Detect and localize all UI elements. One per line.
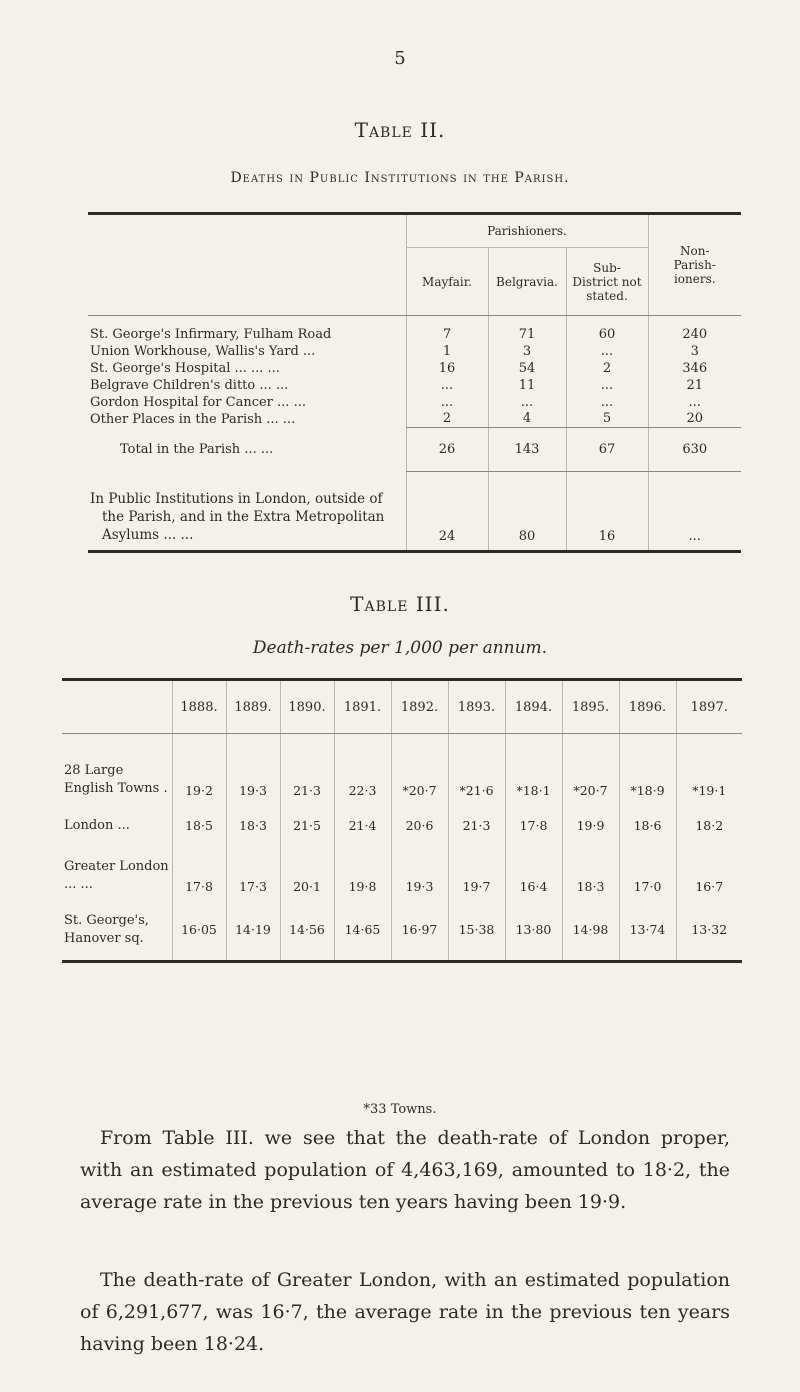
rate-cell: 19·8 xyxy=(334,848,391,900)
year-header: 1889. xyxy=(226,680,280,734)
rate-cell: 19·3 xyxy=(391,848,448,900)
row-label: 28 Large English Towns . xyxy=(64,762,168,796)
cell-subdistrict: ... xyxy=(566,343,648,360)
rate-cell: 13·80 xyxy=(505,900,562,962)
year-header: 1895. xyxy=(562,680,619,734)
table2-subtitle: Deaths in Public Institutions in the Parish. xyxy=(230,170,570,186)
table3-title: Table III. xyxy=(350,592,450,616)
table-row xyxy=(88,411,741,428)
cell-subdistrict: 67 xyxy=(566,428,648,472)
rate-cell: *20·7 xyxy=(562,744,619,804)
rate-cell: 17·0 xyxy=(619,848,676,900)
table3-footnote: *33 Towns. xyxy=(363,1102,437,1117)
rate-cell: 13·74 xyxy=(619,900,676,962)
rate-cell: 16·7 xyxy=(676,848,742,900)
cell-non-parishioners: ... xyxy=(648,472,741,552)
header-mayfair: Mayfair. xyxy=(406,248,488,316)
year-header: 1896. xyxy=(619,680,676,734)
paragraph-london: From Table III. we see that the death-rate of London proper, with an estimated population of 4,463,169, amounted to 18·2, the average rate in the previous ten years having been 19·9. xyxy=(80,1127,730,1213)
rate-cell: 18·6 xyxy=(619,804,676,848)
cell-mayfair: 16 xyxy=(406,360,488,377)
cell-mayfair: 1 xyxy=(406,343,488,360)
cell-mayfair: 2 xyxy=(406,411,488,428)
cell-non-parishioners: 3 xyxy=(648,343,741,360)
rate-cell: *20·7 xyxy=(391,744,448,804)
rate-cell: 19·7 xyxy=(448,848,505,900)
header-belgravia: Belgravia. xyxy=(488,248,566,316)
table-row xyxy=(88,326,741,343)
row-label: Union Workhouse, Wallis's Yard ... xyxy=(90,343,316,359)
table3 xyxy=(62,678,742,963)
row-label: Total in the Parish ... ... xyxy=(120,442,274,457)
rate-cell: *18·1 xyxy=(505,744,562,804)
table-row-total xyxy=(88,428,741,472)
cell-belgravia: 11 xyxy=(488,377,566,394)
table-row xyxy=(62,804,742,848)
rate-cell: 19·2 xyxy=(172,744,226,804)
table-row xyxy=(62,744,742,804)
cell-non-parishioners: 20 xyxy=(648,411,741,428)
year-header: 1891. xyxy=(334,680,391,734)
rate-cell: 16·4 xyxy=(505,848,562,900)
cell-belgravia: 71 xyxy=(488,326,566,343)
year-header: 1893. xyxy=(448,680,505,734)
cell-subdistrict: ... xyxy=(566,377,648,394)
rate-cell: 14·65 xyxy=(334,900,391,962)
row-label: In Public Institutions in London, outside of the Parish, and in the Extra Metropolitan Asylums ... ... xyxy=(90,491,385,543)
cell-mayfair: 26 xyxy=(406,428,488,472)
cell-belgravia: 143 xyxy=(488,428,566,472)
rate-cell: 17·3 xyxy=(226,848,280,900)
table-row xyxy=(88,394,741,411)
year-header: 1888. xyxy=(172,680,226,734)
paragraph-greater-london: The death-rate of Greater London, with an estimated population of 6,291,677, was 16·7, the average rate in the previous ten years having been 18·24. xyxy=(80,1269,730,1355)
rate-cell: *21·6 xyxy=(448,744,505,804)
rate-cell: 17·8 xyxy=(172,848,226,900)
rate-cell: 20·6 xyxy=(391,804,448,848)
rate-cell: 19·9 xyxy=(562,804,619,848)
year-header: 1892. xyxy=(391,680,448,734)
row-label: St. George's Infirmary, Fulham Road xyxy=(90,326,332,342)
year-header: 1894. xyxy=(505,680,562,734)
page-number: 5 xyxy=(394,48,406,69)
rate-cell: 18·5 xyxy=(172,804,226,848)
rate-cell: 21·4 xyxy=(334,804,391,848)
cell-belgravia: 4 xyxy=(488,411,566,428)
cell-mayfair: ... xyxy=(406,377,488,394)
cell-subdistrict: 60 xyxy=(566,326,648,343)
rate-cell: 16·97 xyxy=(391,900,448,962)
header-parishioners: Parishioners. xyxy=(406,214,648,248)
table-row xyxy=(88,360,741,377)
cell-belgravia: 54 xyxy=(488,360,566,377)
row-label: St. George's, Hanover sq. xyxy=(64,912,149,946)
year-header: 1890. xyxy=(280,680,334,734)
rate-cell: 18·3 xyxy=(562,848,619,900)
cell-mayfair: 24 xyxy=(406,472,488,552)
cell-non-parishioners: 630 xyxy=(648,428,741,472)
header-subdistrict: Sub-District not stated. xyxy=(566,248,648,316)
cell-subdistrict: 2 xyxy=(566,360,648,377)
rate-cell: 17·8 xyxy=(505,804,562,848)
row-label: Belgrave Children's ditto ... ... xyxy=(90,377,289,393)
rate-cell: 14·98 xyxy=(562,900,619,962)
cell-non-parishioners: ... xyxy=(648,394,741,411)
table2-title: Table II. xyxy=(354,118,446,142)
cell-mayfair: ... xyxy=(406,394,488,411)
cell-belgravia: 3 xyxy=(488,343,566,360)
rate-cell: *18·9 xyxy=(619,744,676,804)
rate-cell: 14·19 xyxy=(226,900,280,962)
rate-cell: 22·3 xyxy=(334,744,391,804)
cell-non-parishioners: 240 xyxy=(648,326,741,343)
cell-non-parishioners: 21 xyxy=(648,377,741,394)
row-label: Gordon Hospital for Cancer ... ... xyxy=(90,394,306,410)
cell-subdistrict: ... xyxy=(566,394,648,411)
row-label: St. George's Hospital ... ... ... xyxy=(90,360,280,376)
rate-cell: *19·1 xyxy=(676,744,742,804)
rate-cell: 20·1 xyxy=(280,848,334,900)
table2 xyxy=(88,212,741,553)
rate-cell: 14·56 xyxy=(280,900,334,962)
cell-subdistrict: 5 xyxy=(566,411,648,428)
cell-subdistrict: 16 xyxy=(566,472,648,552)
row-label: London ... xyxy=(64,817,130,833)
rate-cell: 16·05 xyxy=(172,900,226,962)
table-row xyxy=(62,848,742,900)
table-row xyxy=(88,377,741,394)
cell-mayfair: 7 xyxy=(406,326,488,343)
header-non-parishioners: Non-Parish-ioners. xyxy=(648,214,741,316)
table-row xyxy=(62,900,742,962)
cell-belgravia: 80 xyxy=(488,472,566,552)
row-label: Other Places in the Parish ... ... xyxy=(90,411,296,427)
cell-non-parishioners: 346 xyxy=(648,360,741,377)
rate-cell: 21·3 xyxy=(448,804,505,848)
rate-cell: 13·32 xyxy=(676,900,742,962)
rate-cell: 15·38 xyxy=(448,900,505,962)
table3-subtitle: Death-rates per 1,000 per annum. xyxy=(252,638,548,658)
cell-belgravia: ... xyxy=(488,394,566,411)
rate-cell: 18·3 xyxy=(226,804,280,848)
rate-cell: 21·3 xyxy=(280,744,334,804)
year-header: 1897. xyxy=(676,680,742,734)
rate-cell: 21·5 xyxy=(280,804,334,848)
rate-cell: 18·2 xyxy=(676,804,742,848)
table-row-outside xyxy=(88,472,741,552)
rate-cell: 19·3 xyxy=(226,744,280,804)
table-row xyxy=(88,343,741,360)
row-label: Greater London ... ... xyxy=(64,858,169,892)
